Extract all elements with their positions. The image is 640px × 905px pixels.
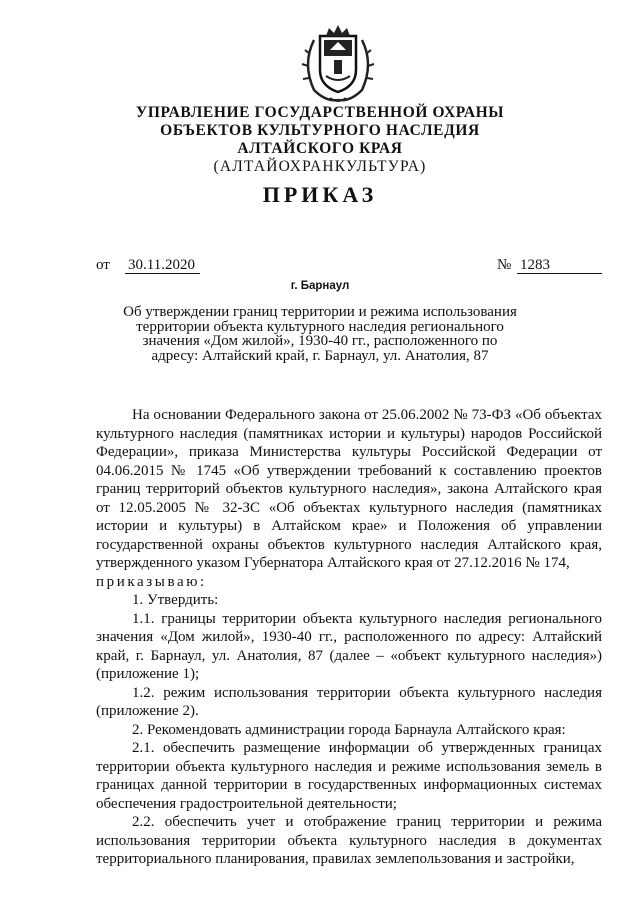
org-short-name: (АЛТАЙОХРАНКУЛЬТУРА) [213, 158, 427, 175]
order-number: 1283 [517, 257, 602, 274]
org-name-line-2: ОБЪЕКТОВ КУЛЬТУРНОГО НАСЛЕДИЯ [160, 122, 480, 139]
prikazyvayu-word: приказываю: [96, 573, 207, 590]
item-1-1: 1.1. границы территории объекта культурного наследия регионального значения «Дом жилой», 1930-40 гг., расположенного по адресу: Алтайский край, г. Барнаул, ул. Анатолия, 87 (далее – «объект культурного наследия») (приложение 1); [96, 610, 602, 682]
org-name-line-3: АЛТАЙСКОГО КРАЯ [237, 140, 403, 157]
order-date: 30.11.2020 [125, 257, 200, 274]
item-1: 1. Утвердить: [132, 592, 219, 608]
coat-of-arms-emblem [296, 20, 380, 106]
item-1-2: 1.2. режим использования территории объекта культурного наследия (приложение 2). [96, 684, 602, 719]
number-prefix: № [497, 257, 512, 273]
preamble-paragraph: На основании Федерального закона от 25.06.2002 № 73-ФЗ «Об объектах культурного наследия (памятниках истории и культуры) народов Российской Федерации», приказа Министерства культуры Российской Федерации от 04.06.2015 № 1745 «Об утверждении требований к составлению проектов границ территорий объектов культурного наследия», закона Алтайского края от 12.05.2005 № 32-ЗС «Об объектах культурного наследия (памятниках истории и культуры) в Алтайском крае» и Положения об управлении государственной охраны объектов культурного наследия Алтайского края, утвержденного указом Губернатора Алтайского края от 27.12.2016 № 174, [96, 407, 602, 571]
item-2: 2. Рекомендовать администрации города Барнаула Алтайского края: [132, 721, 566, 738]
city-name: г. Барнаул [290, 280, 350, 292]
document-type-title: ПРИКАЗ [262, 182, 378, 207]
org-name-line-1: УПРАВЛЕНИЕ ГОСУДАРСТВЕННОЙ ОХРАНЫ [135, 104, 505, 121]
date-prefix: от [96, 257, 110, 273]
order-body [96, 406, 602, 869]
order-subject: Об утверждении границ территории и режима использования территории объекта культурного наследия регионального значения «Дом жилой», 1930-40 гг., расположенного по адресу: Алтайский край, г. Барнаул, ул. Анатолия, 87 [123, 304, 517, 364]
item-2-2: 2.2. обеспечить учет и отображение границ территории и режима использования территории объекта культурного наследия в документах территориального планирования, правилах землепользования и застройки, [96, 814, 602, 867]
item-2-1: 2.1. обеспечить размещение информации об утвержденных границах территории объекта культурного наследия и режиме использования земель в границах данной территории в государственных информационных системах обеспечения градостроительной деятельности; [96, 740, 602, 812]
